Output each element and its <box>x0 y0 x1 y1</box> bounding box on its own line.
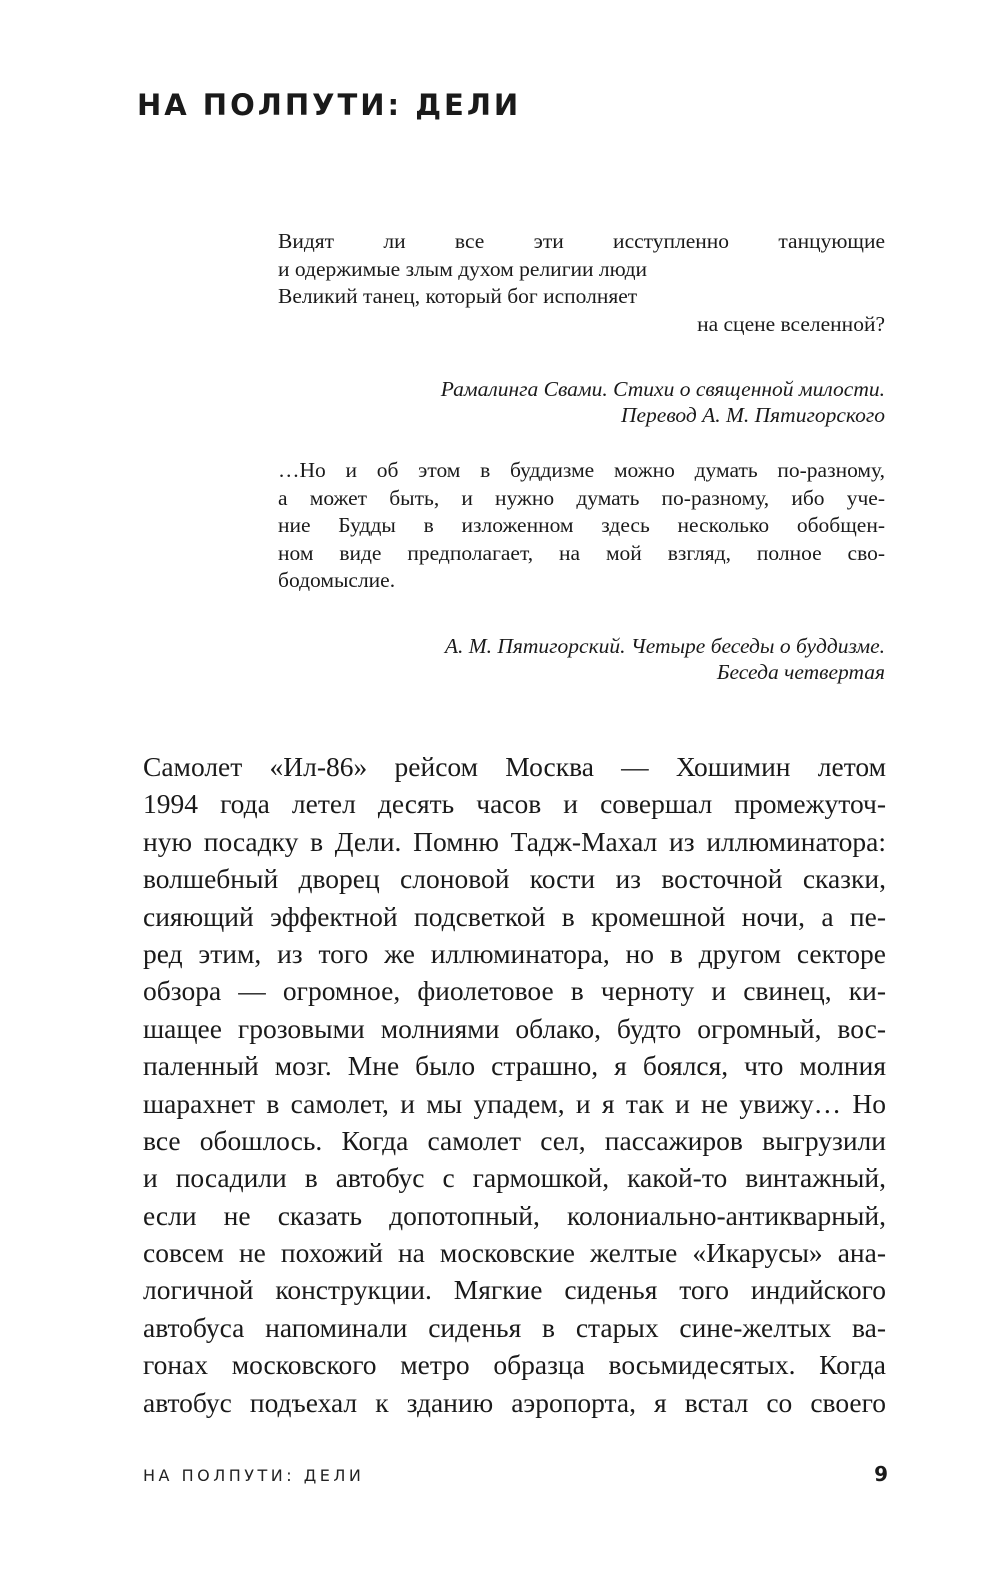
epigraph-line: Великий танец, который бог исполняет <box>278 284 638 309</box>
page-number: 9 <box>874 1462 888 1486</box>
epigraph-line: ном виде предполагает, на мой взгляд, полное сво- <box>278 540 885 565</box>
epigraph-line: …Но и об этом в буддизме можно думать по-разному, <box>278 458 885 482</box>
body-line: и посадили в автобус с гармошкой, какой-то винтажный, <box>143 1162 886 1194</box>
attribution-line: Рамалинга Свами. Стихи о священной милости. <box>440 377 885 401</box>
attribution-line: Перевод А. М. Пятигорского <box>620 403 885 427</box>
epigraph-line: а может быть, и нужно думать по-разному, ибо уче- <box>278 485 885 510</box>
body-line: автобуса напоминали сиденья в старых сине-желтых ва- <box>143 1311 886 1343</box>
body-line: волшебный дворец слоновой кости из восточной сказки, <box>143 863 886 895</box>
attribution-line: Беседа четвертая <box>716 660 885 684</box>
epigraph-1-attribution <box>278 376 885 428</box>
epigraph-2 <box>278 457 885 595</box>
body-line: все обошлось. Когда самолет сел, пассажиров выгрузили <box>143 1124 886 1156</box>
body-line: автобус подъехал к зданию аэропорта, я встал со своего <box>143 1386 886 1418</box>
body-text <box>143 748 886 1421</box>
epigraph-line: на сцене вселенной? <box>697 311 885 336</box>
body-line: шащее грозовыми молниями облако, будто огромный, вос- <box>143 1012 886 1044</box>
body-line: шарахнет в самолет, и мы упадем, и я так и не увижу… Но <box>143 1087 886 1119</box>
body-line: гонах московского метро образца восьмидесятых. Когда <box>143 1349 886 1381</box>
body-line: обзора — огромное, фиолетовое в черноту и свинец, ки- <box>143 975 886 1007</box>
attribution-line: А. М. Пятигорский. Четыре беседы о буддизме. <box>444 634 885 658</box>
epigraph-1 <box>278 228 885 338</box>
body-line: сияющий эффектной подсветкой в кромешной ночи, а пе- <box>143 900 886 932</box>
body-line: ную посадку в Дели. Помню Тадж-Махал из иллюминатора: <box>143 825 886 857</box>
body-line: совсем не похожий на московские желтые «Икарусы» ана- <box>143 1237 886 1269</box>
body-line: ред этим, из того же иллюминатора, но в другом секторе <box>143 937 886 969</box>
running-title: НА ПОЛПУТИ: ДЕЛИ <box>143 1466 365 1485</box>
epigraph-2-attribution <box>278 633 885 685</box>
body-line: логичной конструкции. Мягкие сиденья того индийского <box>143 1274 886 1306</box>
chapter-title: НА ПОЛПУТИ: ДЕЛИ <box>137 88 522 122</box>
epigraph-line: и одержимые злым духом религии люди <box>278 256 648 281</box>
body-line: паленный мозг. Мне было страшно, я боялся, что молния <box>143 1050 886 1082</box>
body-line: если не сказать допотопный, колониально-антикварный, <box>143 1199 886 1231</box>
epigraph-line: Видят ли все эти исступленно танцующие <box>278 229 885 253</box>
epigraph-line: ние Будды в изложенном здесь несколько обобщен- <box>278 513 885 538</box>
body-line: Самолет «Ил-86» рейсом Москва — Хошимин летом <box>143 751 886 782</box>
body-line: 1994 года летел десять часов и совершал промежуточ- <box>143 788 886 820</box>
epigraph-line: бодомыслие. <box>278 568 396 593</box>
